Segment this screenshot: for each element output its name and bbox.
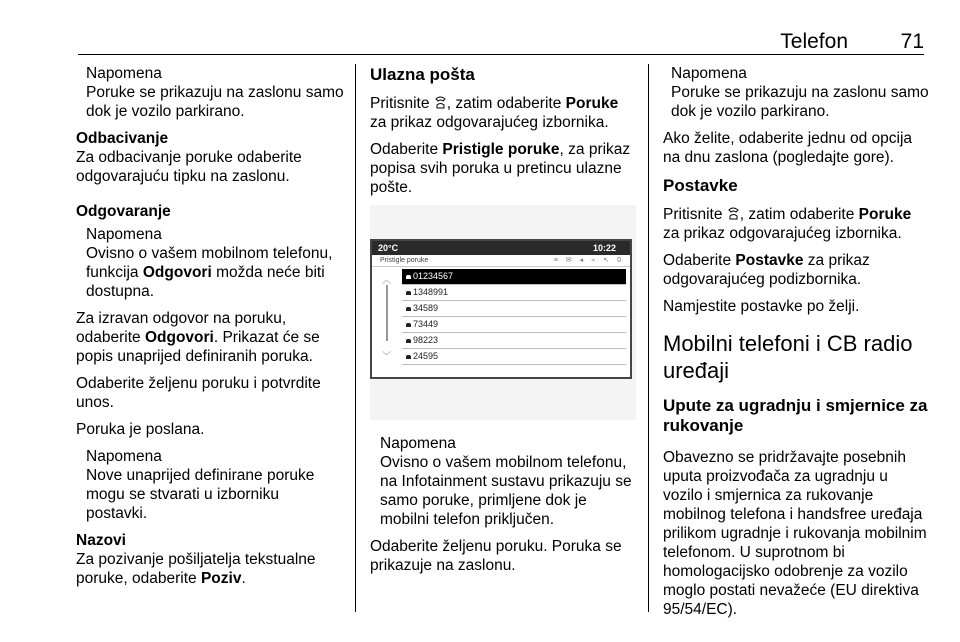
screen-subtitle-bar <box>372 255 630 267</box>
inbox-instructions: Pritisnite , zatim odaberite Poruke za prikaz odgovarajućeg izbornika. <box>370 95 619 131</box>
header-rule <box>78 54 924 55</box>
note-block <box>671 64 931 121</box>
nazovi-text: Za pozivanje pošiljatelja tekstualne poruke, odaberite Poziv. <box>76 551 316 587</box>
message-list-item[interactable] <box>402 349 626 365</box>
chevron-down-icon[interactable]: ﹀ <box>382 351 392 361</box>
inbox-heading: Ulazna pošta <box>370 65 475 84</box>
chevron-up-icon[interactable]: ︿ <box>382 275 392 285</box>
message-sender: 34589 <box>413 303 439 313</box>
note-block <box>86 225 344 301</box>
message-list-item[interactable] <box>402 269 626 285</box>
note-block <box>86 447 344 523</box>
page-title: Telefon <box>780 30 848 53</box>
page-number: 71 <box>900 30 924 53</box>
message-icon <box>406 291 411 295</box>
note-text: Poruke se prikazuju na zaslonu samo dok je vozilo parkirano. <box>86 84 344 120</box>
message-sender: 98223 <box>413 335 439 345</box>
nazovi-heading: Nazovi <box>76 532 126 549</box>
note-title: Napomena <box>86 448 162 465</box>
screen-subtitle: Pristigle poruke <box>380 257 429 264</box>
postavke-select-text: Odaberite Postavke za prikaz odgovarajućeg podizbornika. <box>663 252 870 288</box>
postavke-heading: Postavke <box>663 176 738 195</box>
column-divider <box>355 64 356 612</box>
screen-scrollbar[interactable] <box>380 271 394 361</box>
scroll-track <box>386 285 388 341</box>
odgovaranje-heading: Odgovaranje <box>76 203 171 220</box>
screen-temperature: 20°C <box>378 243 399 253</box>
message-list-item[interactable] <box>402 333 626 349</box>
note-title: Napomena <box>86 65 162 82</box>
message-sender: 1348991 <box>413 287 449 297</box>
screen-illustration <box>370 205 636 420</box>
adjust-settings-text: Namjestite postavke po želji. <box>663 298 860 315</box>
message-icon <box>406 339 411 343</box>
screen-status-bar <box>372 241 630 255</box>
message-sender: 73449 <box>413 319 439 329</box>
select-message-text: Odaberite željenu poruku i potvrdite unos. <box>76 375 321 411</box>
note-text: Poruke se prikazuju na zaslonu samo dok je vozilo parkirano. <box>671 84 929 120</box>
reply-instructions: Za izravan odgovor na poruku, odaberite Odgovori. Prikazat će se popis unaprijed definiranih poruka. <box>76 310 320 365</box>
message-sender: 24595 <box>413 351 439 361</box>
column-left <box>76 64 344 596</box>
note-text: Ovisno o vašem mobilnom telefonu, na Infotainment sustavu prikazuju se samo poruke, primljene dok je mobilni telefon priključen. <box>380 454 632 528</box>
postavke-instructions: Pritisnite , zatim odaberite Poruke za prikaz odgovarajućeg izbornika. <box>663 206 912 242</box>
message-list-item[interactable] <box>402 285 626 301</box>
options-text: Ako želite, odaberite jednu od opcija na dnu zaslona (pogledajte gore). <box>663 130 913 166</box>
note-title: Napomena <box>86 226 162 243</box>
odbacivanje-heading: Odbacivanje <box>76 130 169 147</box>
message-list-item[interactable] <box>402 317 626 333</box>
message-icon <box>406 355 411 359</box>
display-message-text: Odaberite željenu poruku. Poruka se prikazuje na zaslonu. <box>370 538 622 574</box>
note-title: Napomena <box>380 435 456 452</box>
infotainment-screen <box>370 239 632 379</box>
message-icon <box>406 323 411 327</box>
message-list <box>402 269 626 365</box>
note-title: Napomena <box>671 65 747 82</box>
inbox-select-text: Odaberite Pristigle poruke, za prikaz popisa svih poruka u pretincu ulazne pošte. <box>370 141 631 196</box>
phone-icon <box>434 96 447 109</box>
installation-text: Obavezno se pridržavajte posebnih uputa proizvođača za ugradnju u vozilo i smjernica za rukovanje mobilnog telefona i handsfree uređaja prilikom ugradnje i rukovanja mobilnim telefonom. U suprotnom bi homologacijsko odobrenje za vozilo moglo postati nevažeće (EU direktiva 95/54/EC). <box>663 449 927 618</box>
message-list-item[interactable] <box>402 301 626 317</box>
column-middle <box>370 64 636 583</box>
note-text: Nove unaprijed definirane poruke mogu se stvarati u izborniku postavki. <box>86 467 315 522</box>
message-sender: 01234567 <box>413 271 454 281</box>
note-block <box>86 64 344 121</box>
note-text: Ovisno o vašem mobilnom telefonu, funkcija Odgovori možda neće biti dostupna. <box>86 245 333 300</box>
page-header <box>70 30 924 52</box>
phone-icon <box>727 207 740 220</box>
section-heading: Mobilni telefoni i CB radio uređaji <box>663 331 913 383</box>
odbacivanje-text: Za odbacivanje poruke odaberite odgovarajuću tipku na zaslonu. <box>76 149 302 185</box>
screen-status-icons: ≡ ✉ ◂ ⌁ ↖ 0 <box>553 257 624 264</box>
message-sent-text: Poruka je poslana. <box>76 421 205 438</box>
message-icon <box>406 307 411 311</box>
column-right <box>663 64 931 627</box>
column-divider <box>648 64 649 612</box>
note-block <box>380 434 636 529</box>
screen-time: 10:22 <box>592 243 616 253</box>
message-icon <box>406 275 411 279</box>
subsection-heading: Upute za ugradnju i smjernice za rukovanje <box>663 396 928 435</box>
